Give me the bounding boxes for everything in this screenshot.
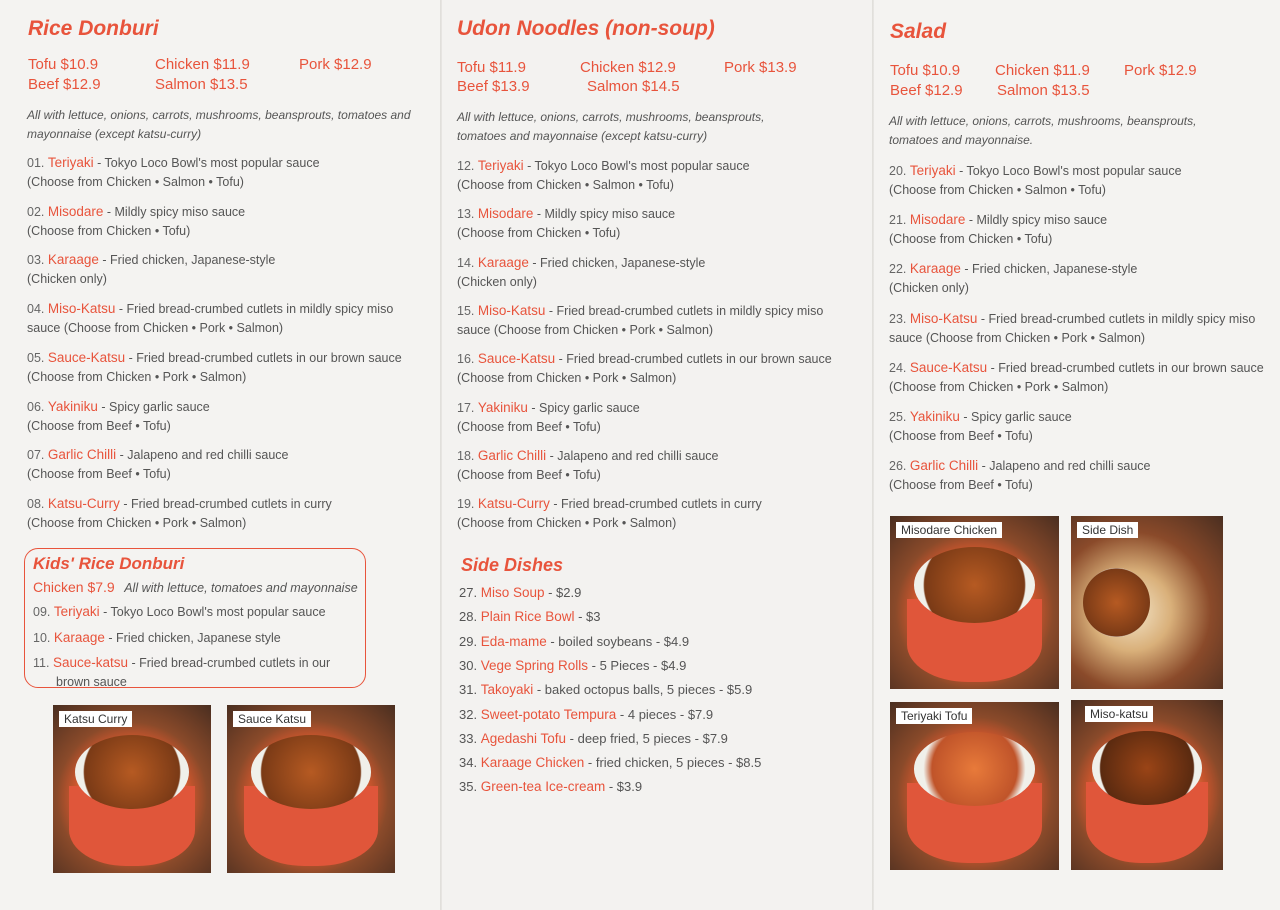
menu-item [33,602,326,622]
item-number: 26. [889,459,907,474]
kids-note: All with lettuce, tomatoes and mayonnaise [124,581,358,595]
food-shape [1092,731,1201,806]
item-choice: (Choose from Beef • Tofu) [889,478,1033,493]
item-number: 19. [457,497,475,512]
kids-price-row [33,579,358,595]
item-number: 33. [459,730,478,746]
item-number: 21. [889,213,907,228]
item-choice: (Choose from Beef • Tofu) [889,429,1033,443]
item-description: - Fried bread-crumbed cutlets in our brown sauce [987,360,1264,375]
item-description: - Fried bread-crumbed cutlets in mildly spicy miso [977,311,1256,326]
item-number: 11. [33,656,50,670]
food-shape [75,735,189,809]
item-name: Garlic Chilli [47,447,117,463]
side-dish-item [459,680,752,699]
item-name: Misodare [477,206,534,222]
item-description: - $3 [574,609,601,625]
photo-caption: Miso-katsu [1085,706,1153,722]
photo-sauce-katsu [227,705,395,873]
panel-rice-donburi [0,0,440,910]
item-name: Teriyaki [53,604,100,619]
photo-teriyaki-tofu [890,702,1059,870]
item-name: Sweet-potato Tempura [480,706,617,722]
item-choice: (Choose from Beef • Tofu) [457,467,601,482]
menu-item [27,299,393,338]
item-name: Miso-Katsu [909,310,978,326]
menu-item [889,407,1072,446]
photo-caption: Teriyaki Tofu [896,708,972,724]
photo-caption: Sauce Katsu [233,711,311,727]
item-description: - Mildly spicy miso sauce [965,213,1108,228]
item-description: - Fried chicken, Japanese style [104,630,281,645]
price-beef: Beef $12.9 [890,82,963,99]
item-choice: (Choose from Chicken • Tofu) [889,232,1053,247]
food-shape [914,547,1036,623]
item-choice: (Choose from Beef • Tofu) [27,467,171,482]
item-number: 14. [457,255,475,270]
item-name: Katsu-Curry [47,495,120,511]
item-description: - Fried bread-crumbed cutlets in mildly spicy miso [115,302,394,317]
item-description: - Fried chicken, Japanese-style [528,255,706,270]
item-name: Karaage [909,261,961,277]
item-number: 35. [459,779,478,795]
price-chicken: Chicken $12.9 [580,59,676,76]
panel-salad [874,0,1280,910]
item-name: Garlic Chilli [909,458,979,474]
item-name: Sauce-Katsu [477,351,556,367]
menu-item [889,210,1107,249]
item-name: Karaage Chicken [480,755,585,771]
item-choice: (Choose from Chicken • Salmon • Tofu) [889,183,1106,197]
item-description: - $2.9 [544,585,582,600]
item-choice: (Choose from Chicken • Pork • Salmon) [27,515,247,530]
item-name: Karaage [477,254,529,270]
item-number: 18. [457,448,475,463]
item-description: - Fried bread-crumbed cutlets in our brown sauce [555,352,832,367]
item-name: Yakiniku [47,398,98,414]
item-description: - fried chicken, 5 pieces - $8.5 [584,755,762,771]
item-description: - Jalapeno and red chilli sauce [978,459,1151,474]
kids-price: Chicken $7.9 [33,579,115,595]
item-name: Misodare [47,203,104,219]
photo-side-dish [1071,516,1223,689]
menu-item [27,494,332,533]
item-description: - Fried chicken, Japanese-style [960,262,1138,277]
item-description: - deep fried, 5 pieces - $7.9 [566,730,728,746]
price-salmon: Salmon $13.5 [155,76,248,93]
item-name: Teriyaki [477,158,524,173]
item-choice: (Chicken only) [27,272,107,287]
item-number: 06. [27,399,45,414]
menu-item [33,653,330,692]
price-pork: Pork $13.9 [724,59,797,76]
item-name: Misodare [909,212,966,228]
food-shape [251,735,372,809]
photo-caption: Side Dish [1077,522,1138,538]
menu-item [457,301,823,340]
menu-item [27,397,210,436]
item-name: Miso-Katsu [47,301,116,317]
item-description: - 4 pieces - $7.9 [616,706,714,722]
item-description: - Fried bread-crumbed cutlets in curry [119,496,332,511]
item-name: Vege Spring Rolls [480,657,589,673]
udon-title: Udon Noodles (non-soup) [457,17,715,40]
item-description: - Fried chicken, Japanese-style [98,253,276,268]
item-description: - Spicy garlic sauce [527,400,640,415]
item-name: Takoyaki [480,682,534,698]
price-salmon: Salmon $13.5 [997,82,1090,99]
item-description: - Tokyo Loco Bowl's most popular sauce [93,156,320,170]
side-dish-item [459,632,689,651]
item-description: - Fried bread-crumbed cutlets in our [127,656,331,670]
item-number: 15. [457,303,475,318]
item-name: Teriyaki [909,163,956,178]
item-description: - Mildly spicy miso sauce [533,207,676,222]
price-tofu: Tofu $10.9 [890,62,961,79]
item-number: 24. [889,360,907,375]
rice-donburi-title: Rice Donburi [28,17,159,40]
item-description: - Fried bread-crumbed cutlets in mildly spicy miso [545,303,824,318]
item-number: 01. [27,156,45,170]
item-number: 09. [33,605,51,619]
item-description: - $3.9 [605,779,643,795]
menu-item [27,250,275,289]
item-choice: (Choose from Chicken • Tofu) [27,223,191,238]
item-description: - Spicy garlic sauce [959,410,1072,424]
item-choice: (Chicken only) [889,281,969,296]
item-choice: (Choose from Chicken • Pork • Salmon) [27,369,247,384]
item-choice: (Choose from Chicken • Pork • Salmon) [889,379,1109,394]
item-number: 29. [459,633,478,649]
item-description: - 5 Pieces - $4.9 [588,657,687,673]
item-choice: (Choose from Chicken • Tofu) [457,226,621,241]
menu-item [27,445,288,484]
item-number: 31. [459,682,478,698]
item-choice: (Choose from Chicken • Salmon • Tofu) [457,178,674,192]
item-number: 02. [27,204,45,219]
item-number: 17. [457,400,475,415]
item-number: 04. [27,302,45,317]
menu-item [889,309,1255,348]
item-name: Sauce-Katsu [47,349,126,365]
price-beef: Beef $12.9 [28,76,101,93]
item-name: Plain Rice Bowl [480,609,575,625]
menu-item [889,259,1137,298]
photo-caption: Katsu Curry [59,711,132,727]
panel-udon [442,0,872,910]
item-number: 32. [459,706,478,722]
item-number: 03. [27,253,45,268]
item-description: - Tokyo Loco Bowl's most popular sauce [523,159,750,173]
price-chicken: Chicken $11.9 [155,56,250,73]
item-description: - Fried bread-crumbed cutlets in our brown sauce [125,350,402,365]
item-choice: sauce (Choose from Chicken • Pork • Salmon) [889,330,1146,345]
item-name: Teriyaki [47,155,94,170]
food-shape [1083,568,1150,637]
menu-item [457,204,675,243]
side-dish-item [459,705,713,724]
menu-item [457,494,762,533]
salad-title: Salad [890,20,947,43]
menu-item [457,253,705,292]
item-choice: (Choose from Beef • Tofu) [457,419,601,434]
side-dish-item [459,753,761,772]
item-description: - Jalapeno and red chilli sauce [116,448,289,463]
item-description: - Mildly spicy miso sauce [103,204,246,219]
item-description: - Spicy garlic sauce [97,399,210,414]
menu-item [27,348,402,387]
rice-note: All with lettuce, onions, carrots, mushrooms, beansprouts, tomatoes and mayonnaise (except katsu-curry) [27,108,411,141]
photo-misodare-chicken [890,516,1059,689]
side-dishes-title: Side Dishes [461,555,564,575]
photo-caption: Misodare Chicken [896,522,1002,538]
salad-note: All with lettuce, onions, carrots, mushrooms, beansprouts, tomatoes and mayonnaise. [889,114,1197,147]
menu-item [457,398,640,437]
item-number: 27. [459,585,478,600]
item-number: 05. [27,350,45,365]
udon-note: All with lettuce, onions, carrots, mushrooms, beansprouts, tomatoes and mayonnaise (except katsu-curry) [457,110,765,143]
menu-item [27,153,320,192]
item-name: Garlic Chilli [477,447,547,463]
menu-item [889,456,1150,495]
side-dish-item [459,656,686,675]
item-choice: sauce (Choose from Chicken • Pork • Salmon) [27,321,284,336]
item-choice: brown sauce [56,675,127,689]
item-choice: (Choose from Chicken • Salmon • Tofu) [27,175,244,189]
item-name: Miso-Katsu [477,302,546,318]
item-name: Karaage [53,629,105,645]
side-dish-item [459,729,728,748]
item-description: - boiled soybeans - $4.9 [546,633,690,649]
item-number: 16. [457,352,475,367]
item-number: 12. [457,159,475,173]
food-shape [914,732,1036,806]
item-name: Sauce-katsu [52,655,128,670]
item-choice: (Choose from Chicken • Pork • Salmon) [457,516,677,531]
price-tofu: Tofu $11.9 [457,59,526,76]
item-choice: (Chicken only) [457,274,537,289]
item-description: - baked octopus balls, 5 pieces - $5.9 [533,682,753,698]
item-number: 22. [889,262,907,277]
price-pork: Pork $12.9 [1124,62,1197,79]
item-name: Agedashi Tofu [480,730,567,746]
item-description: - Fried bread-crumbed cutlets in curry [549,497,762,512]
item-number: 23. [889,311,907,326]
menu-item [889,161,1182,200]
side-dish-item [459,607,601,626]
item-name: Eda-mame [480,633,547,649]
photo-miso-katsu [1071,700,1223,870]
item-name: Katsu-Curry [477,496,550,512]
item-number: 34. [459,755,478,771]
item-choice: (Choose from Beef • Tofu) [27,418,171,433]
kids-donburi-title: Kids' Rice Donburi [33,554,185,573]
item-description: - Jalapeno and red chilli sauce [546,448,719,463]
item-choice: sauce (Choose from Chicken • Pork • Salmon) [457,322,714,337]
item-number: 20. [889,164,907,178]
item-name: Sauce-Katsu [909,359,988,375]
item-number: 25. [889,410,907,424]
item-number: 13. [457,207,475,222]
item-number: 10. [33,630,51,645]
side-dish-item [459,777,642,796]
item-number: 28. [459,609,478,625]
item-name: Karaage [47,252,99,268]
item-name: Miso Soup [480,585,545,600]
item-number: 30. [459,657,478,673]
menu-item [457,156,750,195]
item-description: - Tokyo Loco Bowl's most popular sauce [955,164,1182,178]
menu-item [457,446,718,485]
price-beef: Beef $13.9 [457,78,530,95]
side-dish-item [459,583,581,602]
menu-item [457,349,832,388]
menu-item [889,358,1264,397]
photo-katsu-curry [53,705,211,873]
item-number: 08. [27,496,45,511]
price-chicken: Chicken $11.9 [995,62,1090,79]
price-pork: Pork $12.9 [299,56,372,73]
item-name: Green-tea Ice-cream [480,779,606,795]
menu-item [33,628,281,648]
item-description: - Tokyo Loco Bowl's most popular sauce [99,605,326,619]
item-name: Yakiniku [477,399,528,415]
menu-item [27,202,245,241]
item-choice: (Choose from Chicken • Pork • Salmon) [457,371,677,386]
price-salmon: Salmon $14.5 [587,78,680,95]
price-tofu: Tofu $10.9 [28,56,99,73]
item-number: 07. [27,448,45,463]
item-name: Yakiniku [909,409,960,424]
